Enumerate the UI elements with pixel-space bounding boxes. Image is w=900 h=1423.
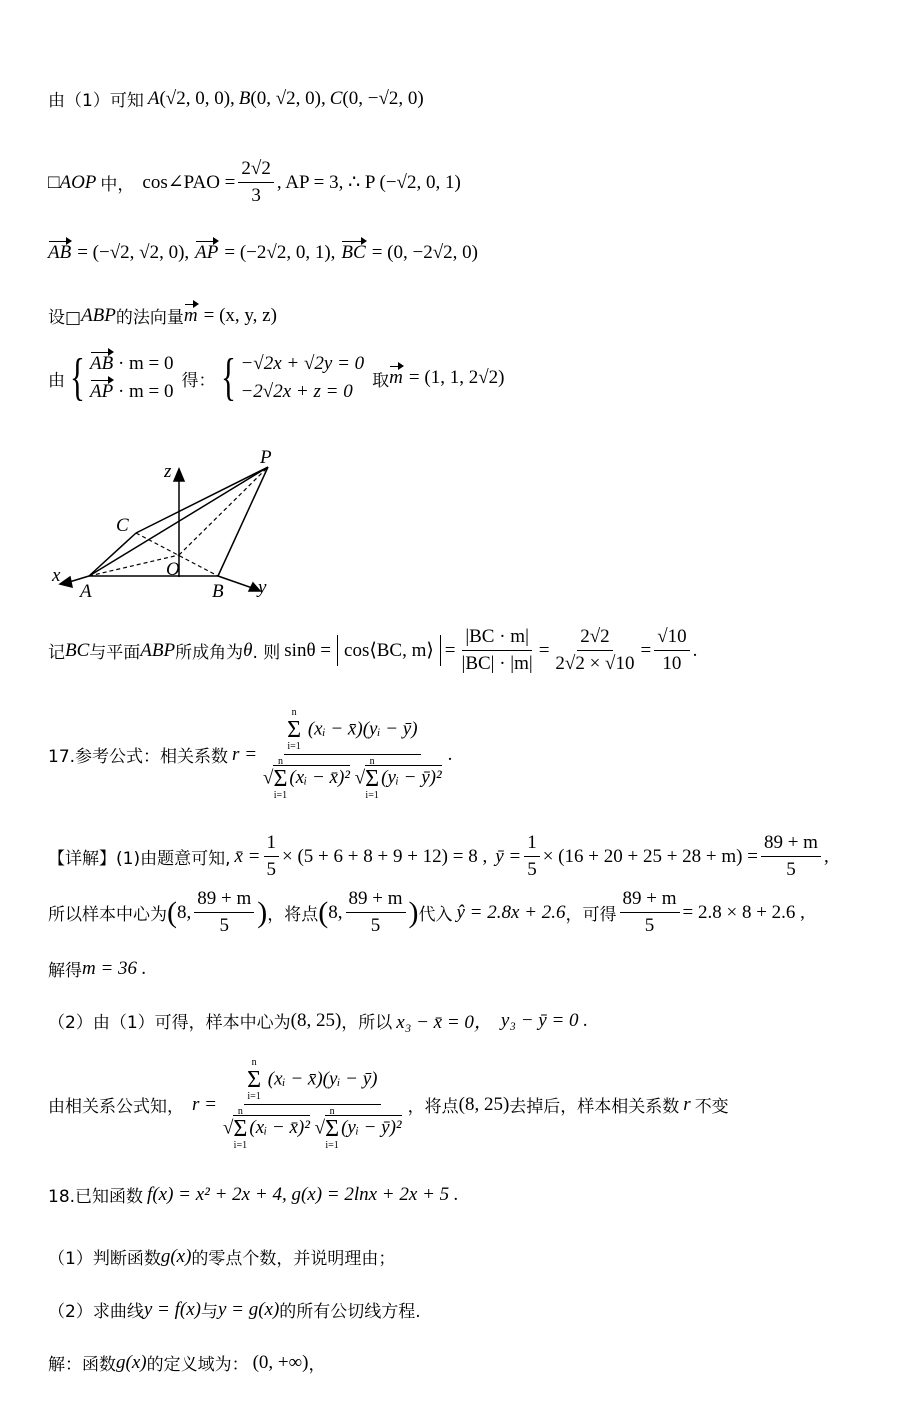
system-1 bbox=[90, 353, 174, 403]
vector-ab: AB bbox=[89, 353, 114, 374]
text: 由（1）可知 bbox=[48, 91, 144, 111]
brace: { bbox=[69, 349, 85, 406]
vector-m: m bbox=[389, 367, 403, 388]
vector-ap-value: = (−2√2, 0, 1), bbox=[224, 242, 336, 263]
plane-name: ABP bbox=[140, 639, 176, 661]
denominator: √ n Σ i=1 (xᵢ − x̄)² √ n Σ i=1 (yᵢ − ȳ)² bbox=[263, 756, 442, 801]
vector-bc-value: = (0, −2√2, 0) bbox=[371, 242, 478, 263]
plane-name: ABP bbox=[81, 304, 116, 326]
line-sin-theta: 记 BC 与平面 ABP 所成角为 θ . 则 sinθ = cos⟨BC, m⟩ = $\frac{|BC \cdot m|}{|BC| \cdot |m|}$ = $\frac{2√2}{2√2 \times √10}$ = $\frac{√10}{10}$ . bbox=[48, 626, 698, 674]
text: ，可得 bbox=[565, 905, 617, 925]
g-x: g(x) bbox=[116, 1351, 147, 1373]
sin-expr: sinθ = bbox=[284, 639, 332, 661]
text: （1）判断函数 bbox=[48, 1249, 161, 1269]
text: 不变 bbox=[694, 1097, 729, 1117]
label-y: y bbox=[258, 577, 267, 598]
theta: θ bbox=[243, 639, 253, 661]
line-correlation bbox=[48, 1058, 729, 1151]
point-a: A bbox=[147, 87, 160, 109]
line-detail-1: 【详解】 (1)由题意可知, x̄ = $\frac{1}{5}$ × (5 + 6 + 8 + 9 + 12) = 8 , ȳ = $\frac{1}{5}$ × (16 + 20 + 25 + 28 + m) = $\frac{89 + m}{5}$ , bbox=[48, 832, 829, 880]
denominator: 3 bbox=[251, 185, 261, 206]
text: 设□ bbox=[48, 308, 82, 328]
coords-b: (0, √2, 0) bbox=[250, 87, 321, 109]
vector-ab: AB bbox=[48, 242, 72, 263]
equation: · m = 0 bbox=[117, 381, 174, 402]
m-value: m = 36 . bbox=[82, 957, 147, 979]
text: 的定义域为： bbox=[146, 1355, 249, 1375]
tag: 【详解】 bbox=[48, 849, 116, 869]
xbar: x̄ = bbox=[234, 845, 261, 867]
text: 由 bbox=[48, 370, 65, 391]
equation: −2√2x + z = 0 bbox=[240, 381, 353, 402]
text: 的零点个数，并说明理由； bbox=[191, 1249, 396, 1269]
vector-ap: AP bbox=[195, 242, 219, 263]
text: ， bbox=[308, 1355, 326, 1375]
text: 18.已知函数 bbox=[48, 1187, 144, 1207]
equation: −√2x + √2y = 0 bbox=[240, 353, 365, 374]
pyramid-figure bbox=[48, 445, 288, 605]
functions: f(x) = x² + 2x + 4, g(x) = 2lnx + 2x + 5 . bbox=[147, 1183, 459, 1205]
line-formula-17: 17.参考公式：相关系数 r = n Σ i=1 (xᵢ − x̄)(yᵢ − ȳ) √ n Σ i=1 (xᵢ − x̄)² √ n Σ i=1 (yᵢ − ȳ)² . bbox=[48, 707, 453, 801]
vector-ab-value: = (−√2, √2, 0), bbox=[77, 242, 190, 263]
y-expr: × (16 + 20 + 25 + 28 + m) = bbox=[542, 845, 758, 867]
text: 解：函数 bbox=[48, 1355, 116, 1375]
equation: · m = 0 bbox=[117, 353, 174, 374]
coords-c: (0, −√2, 0) bbox=[342, 87, 424, 109]
fraction bbox=[459, 626, 536, 675]
g-x: g(x) bbox=[160, 1245, 192, 1267]
text: 所成角为 bbox=[175, 643, 244, 663]
text: ，将点 bbox=[407, 1097, 459, 1117]
line-coordinates: 由（1）可知 A (√2, 0, 0) , B (0, √2, 0) , C (0, −√2, 0) bbox=[48, 87, 424, 111]
regression: ŷ = 2.8x + 2.6 bbox=[456, 901, 566, 923]
text: ，将点 bbox=[267, 905, 319, 925]
label-x: x bbox=[52, 565, 61, 586]
segment-bc: BC bbox=[65, 639, 90, 661]
rhs: = 2.8 × 8 + 2.6 , bbox=[682, 901, 805, 923]
ybar: ȳ = bbox=[495, 845, 522, 867]
correlation-fraction: n Σ i=1 (xᵢ − x̄)(yᵢ − ȳ) √ n Σ i=1 (xᵢ − x̄)² √ n Σ i=1 (yᵢ − ȳ)² bbox=[222, 1057, 402, 1151]
line-problem-18 bbox=[48, 1182, 459, 1207]
label-b: B bbox=[212, 581, 224, 602]
point-c: C bbox=[329, 87, 343, 109]
text: (1)由题意可知, bbox=[116, 849, 231, 869]
vector-bc: BC bbox=[341, 242, 366, 263]
center: (8, 25) bbox=[290, 1009, 342, 1031]
text: 解得 bbox=[48, 961, 82, 981]
box-glyph: □ bbox=[48, 171, 60, 193]
denominator: |BC| · |m| bbox=[461, 653, 533, 674]
text: 得： bbox=[181, 370, 216, 391]
text: 代入 bbox=[418, 905, 453, 925]
text: 取 bbox=[372, 370, 390, 391]
denominator: 10 bbox=[662, 653, 682, 674]
text: 的法向量 bbox=[115, 308, 184, 328]
normal-value: = (x, y, z) bbox=[203, 304, 277, 326]
text: ，所以 bbox=[341, 1013, 393, 1033]
line-question-1 bbox=[48, 1244, 395, 1269]
label-p: P bbox=[260, 447, 272, 468]
text: 所以样本中心为 bbox=[48, 905, 167, 925]
line-vectors bbox=[48, 242, 478, 264]
label-o: O bbox=[166, 559, 180, 580]
fraction bbox=[654, 626, 689, 675]
r-eq: r = bbox=[192, 1093, 217, 1115]
text: 与 bbox=[200, 1302, 218, 1322]
fraction bbox=[552, 626, 637, 675]
line-solution bbox=[48, 1350, 326, 1375]
label-z: z bbox=[164, 461, 172, 482]
text: （2）求曲线 bbox=[48, 1302, 144, 1322]
x-expr: × (5 + 6 + 8 + 9 + 12) = 8 , bbox=[282, 845, 488, 867]
triangle-name: AOP bbox=[59, 171, 97, 193]
vector-ap: AP bbox=[89, 381, 114, 402]
curve-f: y = f(x) bbox=[143, 1298, 201, 1320]
numerator: √10 bbox=[654, 626, 689, 651]
brace: { bbox=[220, 349, 236, 406]
line-part2 bbox=[48, 1007, 588, 1034]
text: 由相关系公式知， bbox=[48, 1097, 184, 1117]
numerator: 2√2 bbox=[238, 158, 273, 183]
numerator: n Σ i=1 (xᵢ − x̄)(yᵢ − ȳ) bbox=[284, 708, 420, 755]
line-cos-pao bbox=[48, 158, 461, 207]
abs-cos: cos⟨BC, m⟩ bbox=[337, 635, 441, 666]
vector-m: m bbox=[183, 304, 198, 326]
text: 去掉后，样本相关系数 bbox=[509, 1097, 680, 1117]
numerator: |BC · m| bbox=[462, 626, 532, 651]
text: . 则 bbox=[252, 643, 281, 663]
correlation-fraction bbox=[260, 708, 445, 801]
equation: y₃ − ȳ = 0 . bbox=[500, 1009, 589, 1031]
curve-g: y = g(x) bbox=[217, 1298, 280, 1320]
denominator: 2√2 × √10 bbox=[555, 653, 635, 674]
ap-expr: , AP = 3, ∴ P bbox=[276, 172, 376, 193]
line-normal-vector bbox=[48, 303, 277, 328]
line-result-m bbox=[48, 956, 147, 981]
system-2 bbox=[240, 353, 364, 403]
numerator: 2√2 bbox=[577, 626, 612, 651]
domain: (0, +∞) bbox=[252, 1351, 309, 1373]
text: 中， bbox=[100, 175, 135, 195]
line-detail-2: 所以样本中心为 ( 8, $\frac{89 + m}{5}$ ) ，将点 ( 8, $\frac{89 + m}{5}$ ) 代入 ŷ = 2.8x + 2.6 ，可得 $\frac{89 + m}{5}$ = 2.8 × 8 + 2.6 , bbox=[48, 888, 805, 936]
coords-a: (√2, 0, 0) bbox=[159, 87, 231, 109]
coords-p: (−√2, 0, 1) bbox=[379, 171, 461, 193]
text: 的所有公切线方程. bbox=[279, 1302, 421, 1322]
center: (8, 25) bbox=[458, 1093, 510, 1115]
text: 记 bbox=[48, 643, 65, 663]
text: 与平面 bbox=[89, 643, 141, 663]
label-c: C bbox=[116, 515, 129, 536]
line-system bbox=[48, 349, 505, 406]
r-eq: r = bbox=[232, 743, 258, 765]
line-question-2 bbox=[48, 1297, 421, 1322]
equation: x₃ − x̄ = 0， bbox=[396, 1012, 493, 1033]
r: r bbox=[683, 1093, 691, 1115]
fraction bbox=[238, 158, 273, 207]
label-a: A bbox=[80, 581, 92, 602]
text: 17.参考公式：相关系数 bbox=[48, 747, 229, 767]
text: （2）由（1）可得，样本中心为 bbox=[48, 1013, 291, 1033]
cos-expr: cos∠PAO = bbox=[142, 172, 236, 193]
point-b: B bbox=[238, 87, 251, 109]
m-value: = (1, 1, 2√2) bbox=[408, 367, 505, 388]
